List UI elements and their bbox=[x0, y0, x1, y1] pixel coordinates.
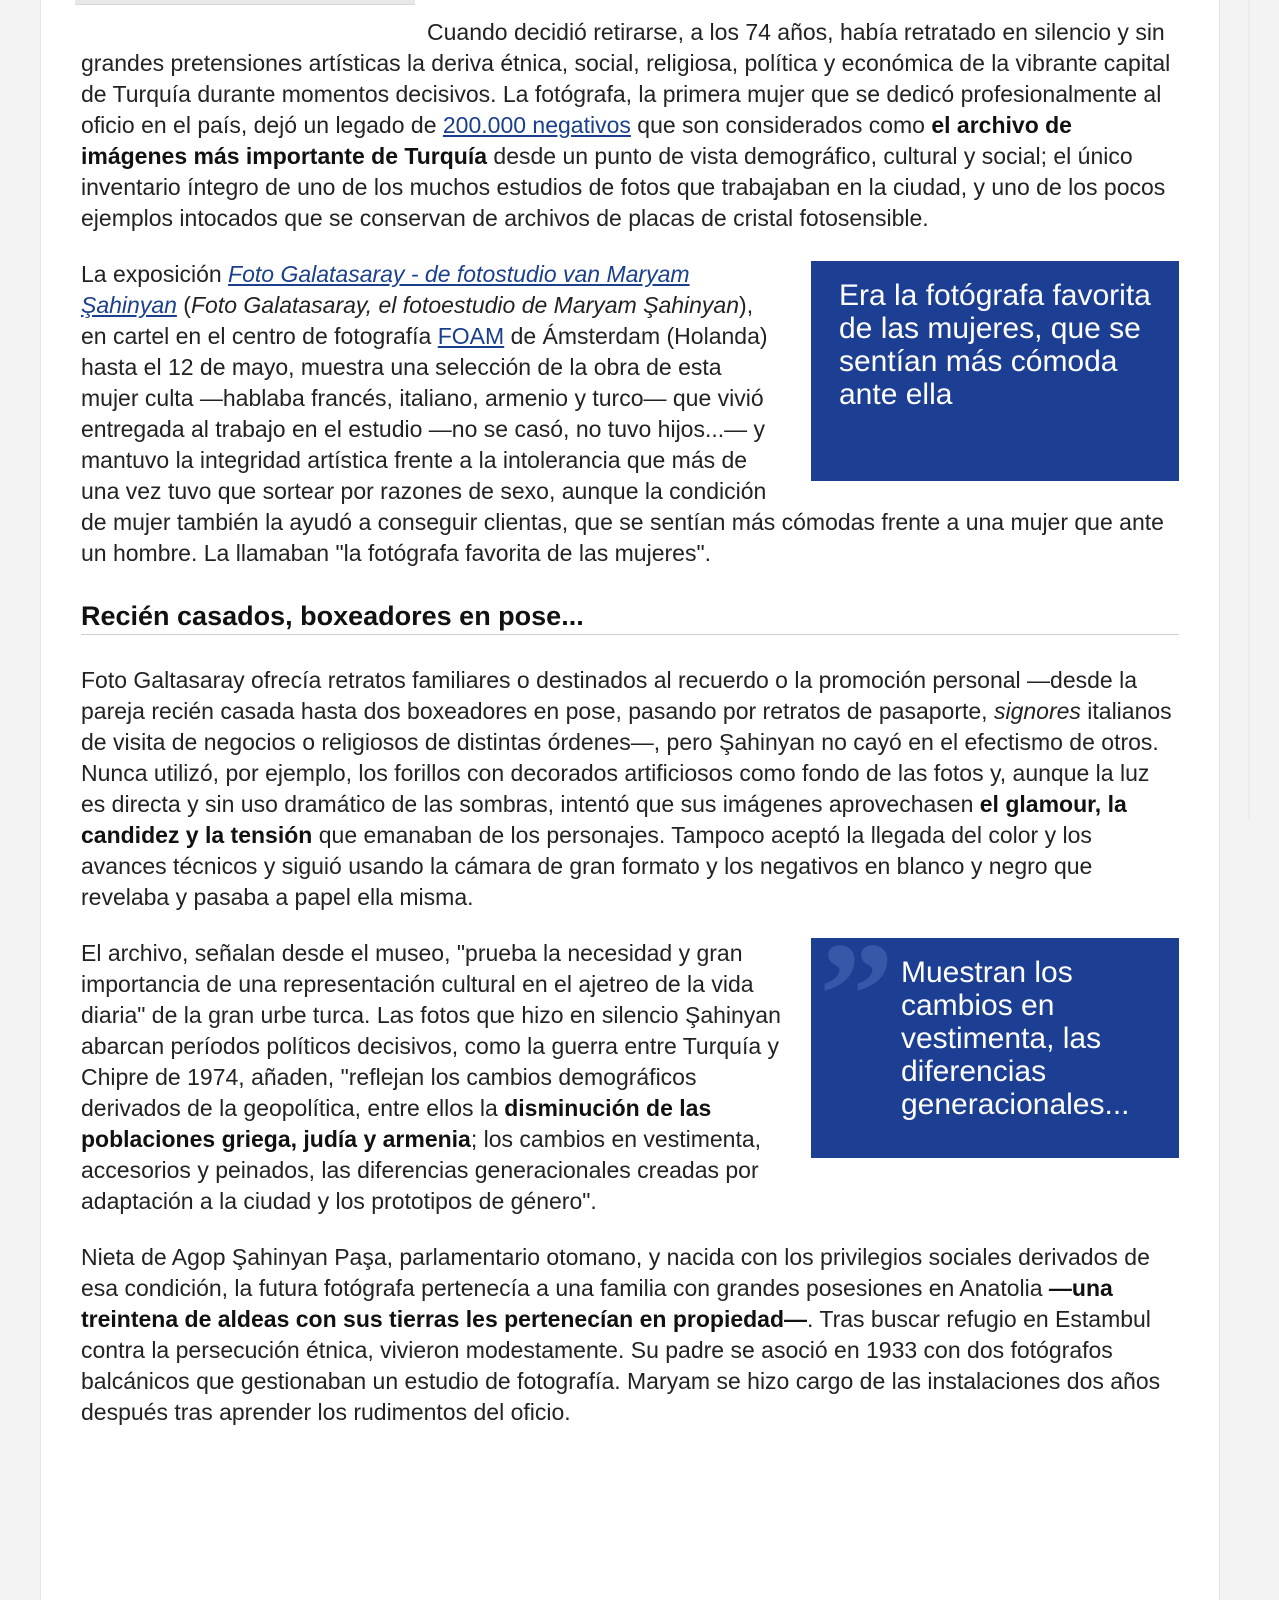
text: ; los cambios en vestimenta, accesorios y peinados, las diferencias generacionales creadas por adaptación a la ciudad y los prototipos de género". bbox=[81, 1126, 762, 1214]
text: Cuando decidió retirarse, a los 74 años, había retratado en silencio y sin grandes pretensiones artísticas la deriva étnica, social, religiosa, política y económica de la vibrante capital de Turquía durante momentos decisivos. La fotógrafa, la primera mujer que se dedicó profesionalmente al oficio en el país, dejó un legado de bbox=[81, 19, 1171, 138]
quotation-mark-icon: ” bbox=[819, 912, 894, 1078]
pull-quote-2 bbox=[811, 912, 1179, 1158]
pull-quote-text: Muestran los cambios en vestimenta, las diferencias generacionales... bbox=[901, 956, 1130, 1121]
paragraph-5 bbox=[81, 1242, 1179, 1428]
article-body bbox=[81, 17, 1179, 1453]
text: de Ámsterdam (Holanda) hasta el 12 de mayo, muestra una selección de la obra de esta mujer culta —hablaba francés, italiano, armenio y turco— que vivió entregada al trabajo en el estudio —no se casó, no tuvo hijos...— y mantuvo la integridad artística frente a la intolerancia que más de una vez tuvo que sortear por razones de sexo, aunque la condición de mujer también la ayudó a conseguir clientas, que se sentían más cómodas frente a una mujer que ante un hombre. La llamaban "la fotógrafa favorita de las mujeres". bbox=[81, 323, 1164, 566]
text: . Tras buscar refugio en Estambul contra la persecución étnica, vivieron modestamente. Su padre se asoció en 1933 con dos fotógrafos balcánicos que gestionaban un estudio de fotografía. Maryam se hizo cargo de las instalaciones dos años después tras aprender los rudimentos del oficio. bbox=[81, 1306, 1161, 1425]
italic-text: signores bbox=[993, 698, 1081, 724]
text: El archivo, señalan desde el museo, "prueba la necesidad y gran importancia de una representación cultural en el ajetreo de la vida diaria" de la gran urbe turca. Las fotos que hizo en silencio Şahinyan abarcan períodos políticos decisivos, como la guerra entre Turquía y Chipre de 1974, añaden, "reflejan los cambios demográficos derivados de la geopolítica, entre ellos la bbox=[81, 940, 781, 1121]
bold-text: —una treintena de aldeas con sus tierras les pertenecían en propiedad— bbox=[81, 1275, 1113, 1332]
paragraph-1 bbox=[81, 17, 1179, 234]
text: que emanaban de los personajes. Tampoco aceptó la llegada del color y los avances técnicos y siguió usando la cámara de gran formato y los negativos en blanco y negro que revelaba y pasaba a papel ella misma. bbox=[81, 822, 1093, 910]
text: ), en cartel en el centro de fotografía bbox=[81, 292, 754, 349]
pull-quote-1 bbox=[811, 261, 1179, 481]
bold-text: el archivo de imágenes más importante de Turquía bbox=[81, 112, 1072, 169]
link-text: Foto Galatasaray - de fotostudio van Maryam Şahinyan bbox=[81, 261, 690, 318]
text: La exposición bbox=[81, 261, 229, 287]
text: Nieta de Agop Şahinyan Paşa, parlamentario otomano, y nacida con los privilegios sociales derivados de esa condición, la futura fotógrafa pertenecía a una familia con grandes posesiones en Anatolia bbox=[81, 1244, 1150, 1301]
italic-text: Foto Galatasaray, el fotoestudio de Maryam Şahinyan bbox=[190, 292, 740, 318]
top-image-edge bbox=[75, 0, 415, 5]
article-page bbox=[40, 0, 1220, 1600]
text: italianos de visita de negocios o religiosos de distintas órdenes—, pero Şahinyan no cayó en el efectismo de otros. Nunca utilizó, por ejemplo, los forillos con decorados artificiosos como fondo de las fotos y, aunque la luz es directa y sin uso dramático de las sombras, intentó que sus imágenes aprovechasen bbox=[81, 698, 1172, 817]
link-foam[interactable]: FOAM bbox=[437, 323, 505, 349]
bold-text: disminución de las poblaciones griega, judía y armenia bbox=[81, 1095, 712, 1152]
text: desde un punto de vista demográfico, cultural y social; el único inventario íntegro de uno de los muchos estudios de fotos que trabajaban en la ciudad, y uno de los pocos ejemplos intocados que se conservan de archivos de placas de cristal fotosensible. bbox=[81, 143, 1166, 231]
paragraph-3 bbox=[81, 665, 1179, 913]
section-heading: Recién casados, boxeadores en pose... bbox=[81, 599, 1179, 635]
bold-text: el glamour, la candidez y la tensión bbox=[81, 791, 1127, 848]
text: que son considerados como bbox=[630, 112, 932, 138]
text: Foto Galtasaray ofrecía retratos familiares o destinados al recuerdo o la promoción personal —desde la pareja recién casada hasta dos boxeadores en pose, pasando por retratos de pasaporte, bbox=[81, 667, 1137, 724]
pull-quote-text: Era la fotógrafa favorita de las mujeres, que se sentían más cómoda ante ella bbox=[839, 279, 1151, 411]
link-200000-negativos[interactable]: 200.000 negativos bbox=[442, 112, 631, 138]
scroll-edge bbox=[1248, 0, 1250, 820]
text: ( bbox=[176, 292, 191, 318]
